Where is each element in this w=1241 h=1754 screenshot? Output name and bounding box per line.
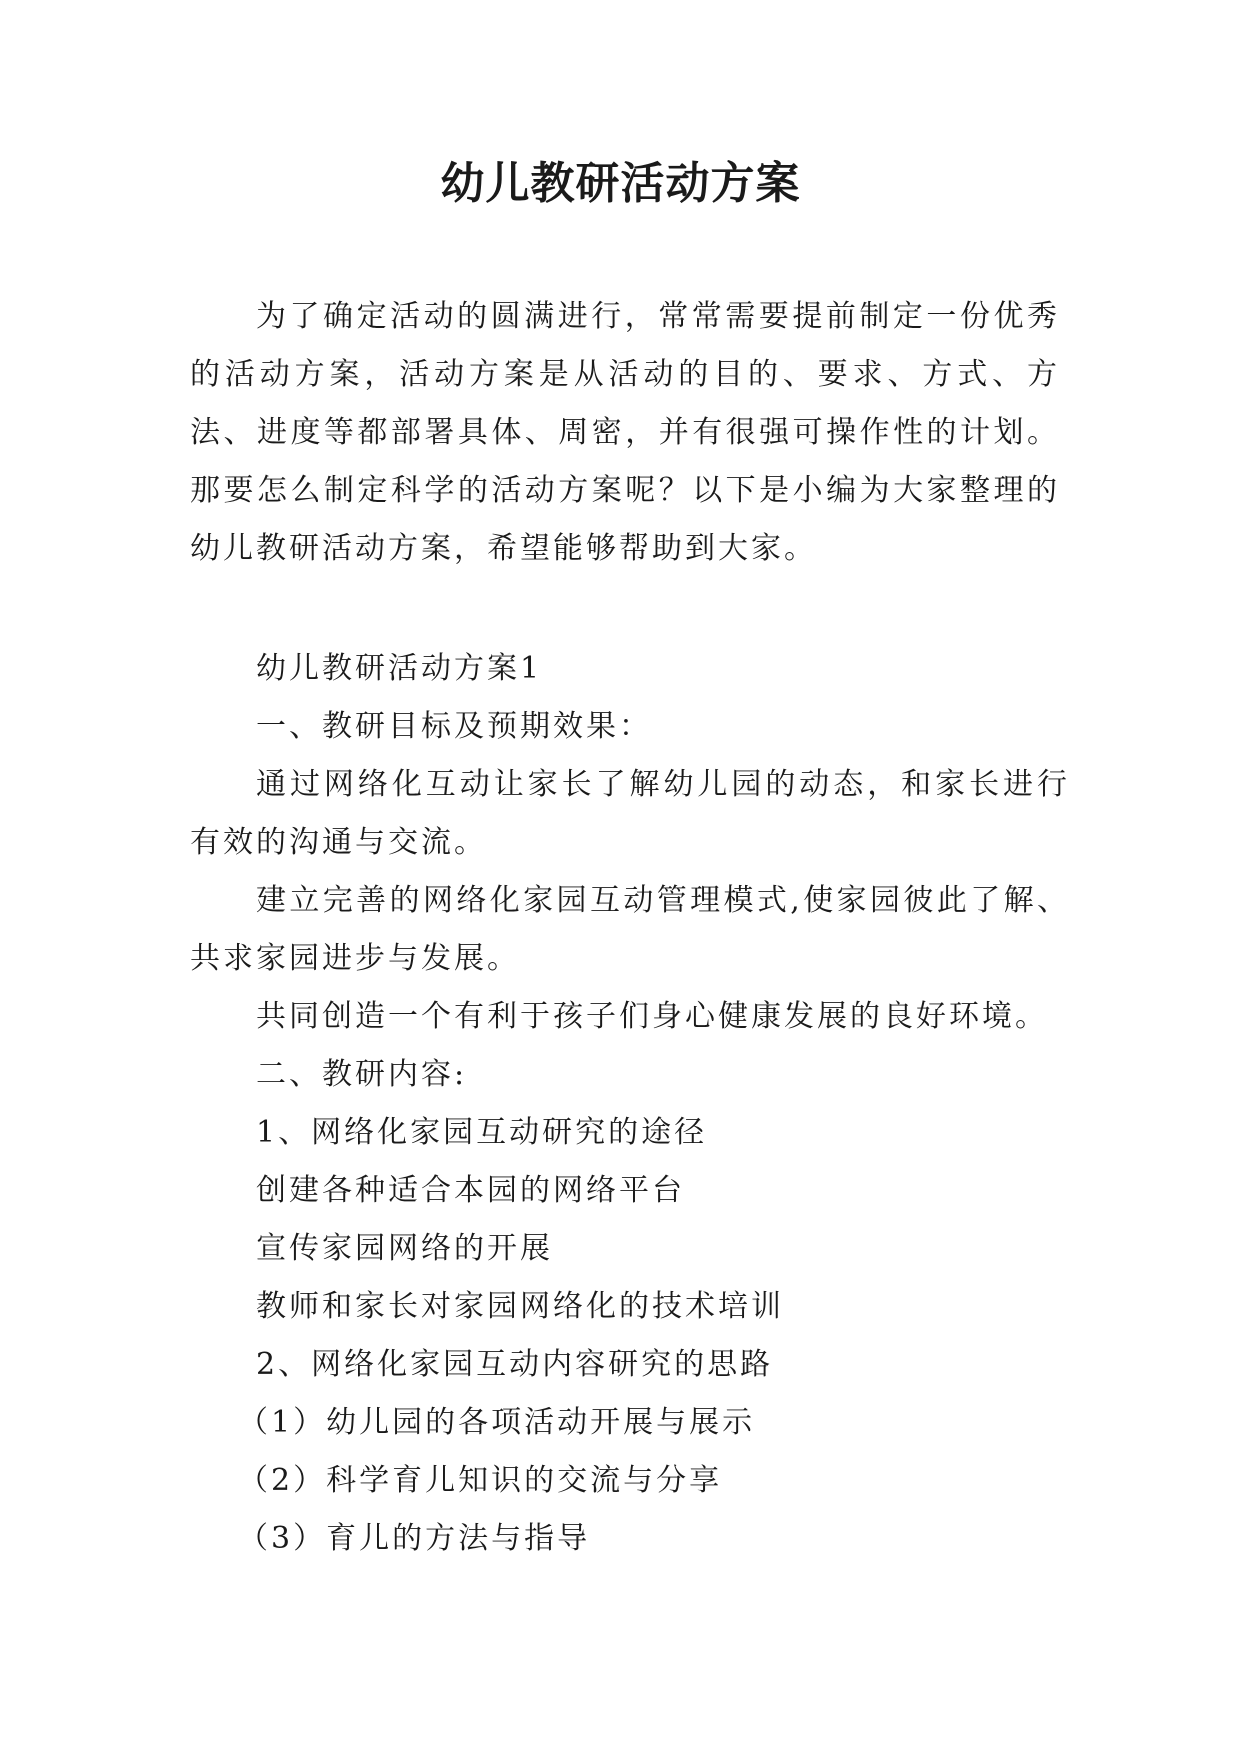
document-title: 幼儿教研活动方案 <box>440 158 801 209</box>
section-heading: 幼儿教研活动方案1 <box>256 651 543 686</box>
part1-heading: 一、教研目标及预期效果： <box>256 709 652 744</box>
document-body <box>190 640 1070 1568</box>
item1-line-1: 创建各种适合本园的网络平台 <box>256 1173 685 1208</box>
item2-line-2: （2）科学育儿知识的交流与分享 <box>238 1463 723 1498</box>
item2-line-1: （1）幼儿园的各项活动开展与展示 <box>238 1405 756 1440</box>
intro-paragraph: 为了确定活动的圆满进行，常常需要提前制定一份优秀的活动方案，活动方案是从活动的目的、要求、方式、方法、进度等都部署具体、周密，并有很强可操作性的计划。那要怎么制定科学的活动方案呢？以下是小编为大家整理的幼儿教研活动方案，希望能够帮助到大家。 <box>190 299 1060 566</box>
item1-heading: 1、网络化家园互动研究的途径 <box>256 1115 708 1150</box>
part1-paragraph-2: 建立完善的网络化家园互动管理模式,使家园彼此了解、共求家园进步与发展。 <box>190 883 1070 976</box>
part1-paragraph-3: 共同创造一个有利于孩子们身心健康发展的良好环境。 <box>256 999 1048 1034</box>
part1-paragraph-1: 通过网络化互动让家长了解幼儿园的动态，和家长进行有效的沟通与交流。 <box>190 767 1070 860</box>
item1-line-3: 教师和家长对家园网络化的技术培训 <box>256 1289 784 1324</box>
item2-line-3: （3）育儿的方法与指导 <box>238 1521 591 1556</box>
item1-line-2: 宣传家园网络的开展 <box>256 1231 553 1266</box>
item2-heading: 2、网络化家园互动内容研究的思路 <box>256 1347 774 1382</box>
part2-heading: 二、教研内容: <box>256 1057 468 1092</box>
